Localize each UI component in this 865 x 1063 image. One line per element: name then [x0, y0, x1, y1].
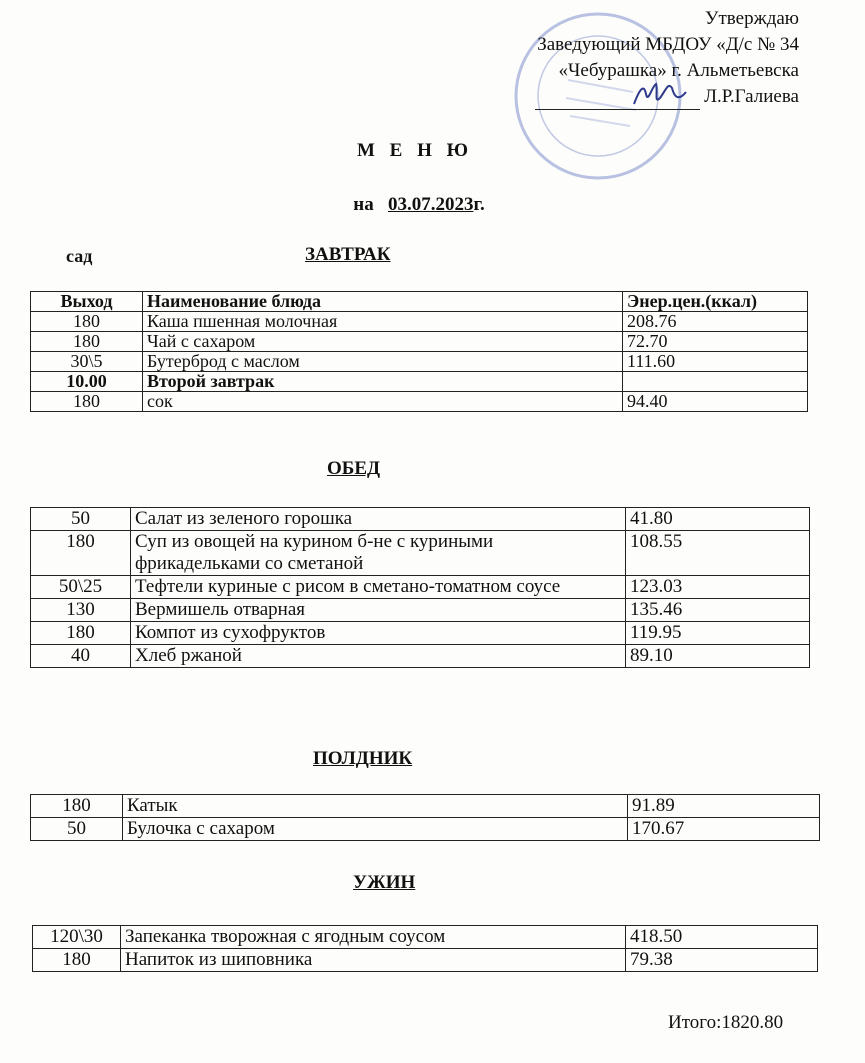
- cell-output: 10.00: [31, 372, 143, 392]
- cell-output: 180: [31, 531, 131, 576]
- cell-output: 180: [31, 332, 143, 352]
- table-row: [31, 622, 810, 645]
- cell-output: 180: [33, 949, 121, 972]
- cell-kcal: 135.46: [626, 599, 810, 622]
- cell-kcal: 208.76: [623, 312, 808, 332]
- table-header-row: [31, 292, 808, 312]
- table-row: [31, 392, 808, 412]
- snack-table: [30, 794, 820, 841]
- cell-output: 120\30: [33, 926, 121, 949]
- cell-kcal: 79.38: [626, 949, 818, 972]
- menu-date: [0, 194, 838, 216]
- lunch-table: [30, 507, 810, 668]
- cell-dish: Вермишель отварная: [131, 599, 626, 622]
- date-prefix: на: [353, 194, 374, 215]
- cell-kcal: 41.80: [626, 508, 810, 531]
- table-row: [33, 926, 818, 949]
- cell-kcal: 108.55: [626, 531, 810, 576]
- cell-output: 130: [31, 599, 131, 622]
- cell-dish: Запеканка творожная с ягодным соусом: [121, 926, 626, 949]
- cell-output: 50\25: [31, 576, 131, 599]
- table-row: [31, 332, 808, 352]
- total-value: 1820.80: [721, 1012, 784, 1033]
- table-row: [33, 949, 818, 972]
- section-dinner: УЖИН: [353, 872, 416, 893]
- approval-block: [535, 6, 799, 110]
- table-row: [31, 599, 810, 622]
- table-row: [31, 645, 810, 668]
- cell-kcal: 170.67: [628, 818, 820, 841]
- cell-dish: Катык: [123, 795, 628, 818]
- cell-dish: Компот из сухофруктов: [131, 622, 626, 645]
- cell-kcal: 72.70: [623, 332, 808, 352]
- section-breakfast: ЗАВТРАК: [305, 244, 391, 265]
- signature-line: [535, 84, 799, 110]
- cell-dish: Бутерброд с маслом: [143, 352, 623, 372]
- dinner-table: [32, 925, 818, 972]
- cell-kcal: 123.03: [626, 576, 810, 599]
- section-lunch: ОБЕД: [327, 458, 381, 479]
- cell-kcal: 111.60: [623, 352, 808, 372]
- cell-kcal: 94.40: [623, 392, 808, 412]
- cell-output: 180: [31, 392, 143, 412]
- col-output: Выход: [31, 292, 143, 312]
- cell-output: 40: [31, 645, 131, 668]
- table-row-second-breakfast: [31, 372, 808, 392]
- table-row: [31, 576, 810, 599]
- date-value: 03.07.2023: [387, 194, 474, 215]
- cell-output: 30\5: [31, 352, 143, 372]
- signature-icon: [630, 78, 690, 110]
- group-label: сад: [66, 246, 93, 266]
- cell-dish: Напиток из шиповника: [121, 949, 626, 972]
- cell-dish: Суп из овощей на курином б-не с куриными фрикадельками со сметаной: [131, 531, 626, 576]
- signer-name: Л.Р.Галиева: [704, 86, 799, 107]
- total-label: Итого:: [668, 1012, 722, 1033]
- cell-output: 180: [31, 795, 123, 818]
- cell-dish: Булочка с сахаром: [123, 818, 628, 841]
- col-kcal: Энер.цен.(ккал): [623, 292, 808, 312]
- table-row: [31, 352, 808, 372]
- cell-dish: Салат из зеленого горошка: [131, 508, 626, 531]
- section-snack: ПОЛДНИК: [313, 748, 413, 769]
- cell-dish: сок: [143, 392, 623, 412]
- table-row: [31, 795, 820, 818]
- cell-dish: Хлеб ржаной: [131, 645, 626, 668]
- cell-kcal: 119.95: [626, 622, 810, 645]
- approve-label: Утверждаю: [705, 8, 799, 29]
- table-row: [31, 818, 820, 841]
- cell-dish: Второй завтрак: [143, 372, 623, 392]
- cell-output: 180: [31, 622, 131, 645]
- cell-kcal: [623, 372, 808, 392]
- cell-dish: Тефтели куриные с рисом в сметано-томатном соусе: [131, 576, 626, 599]
- cell-output: 50: [31, 508, 131, 531]
- col-dish: Наименование блюда: [143, 292, 623, 312]
- cell-kcal: 91.89: [628, 795, 820, 818]
- date-suffix: г.: [473, 194, 485, 215]
- approver-org: «Чебурашка» г. Альметьевска: [558, 60, 799, 81]
- total: [668, 1012, 783, 1034]
- approver-position: Заведующий МБДОУ «Д/с № 34: [537, 34, 799, 55]
- cell-dish: Каша пшенная молочная: [143, 312, 623, 332]
- cell-output: 180: [31, 312, 143, 332]
- cell-kcal: 418.50: [626, 926, 818, 949]
- table-row: [31, 508, 810, 531]
- menu-title: М Е Н Ю: [356, 140, 474, 161]
- cell-output: 50: [31, 818, 123, 841]
- cell-kcal: 89.10: [626, 645, 810, 668]
- cell-dish: Чай с сахаром: [143, 332, 623, 352]
- table-row: [31, 312, 808, 332]
- breakfast-table: [30, 291, 808, 412]
- table-row: [31, 531, 810, 576]
